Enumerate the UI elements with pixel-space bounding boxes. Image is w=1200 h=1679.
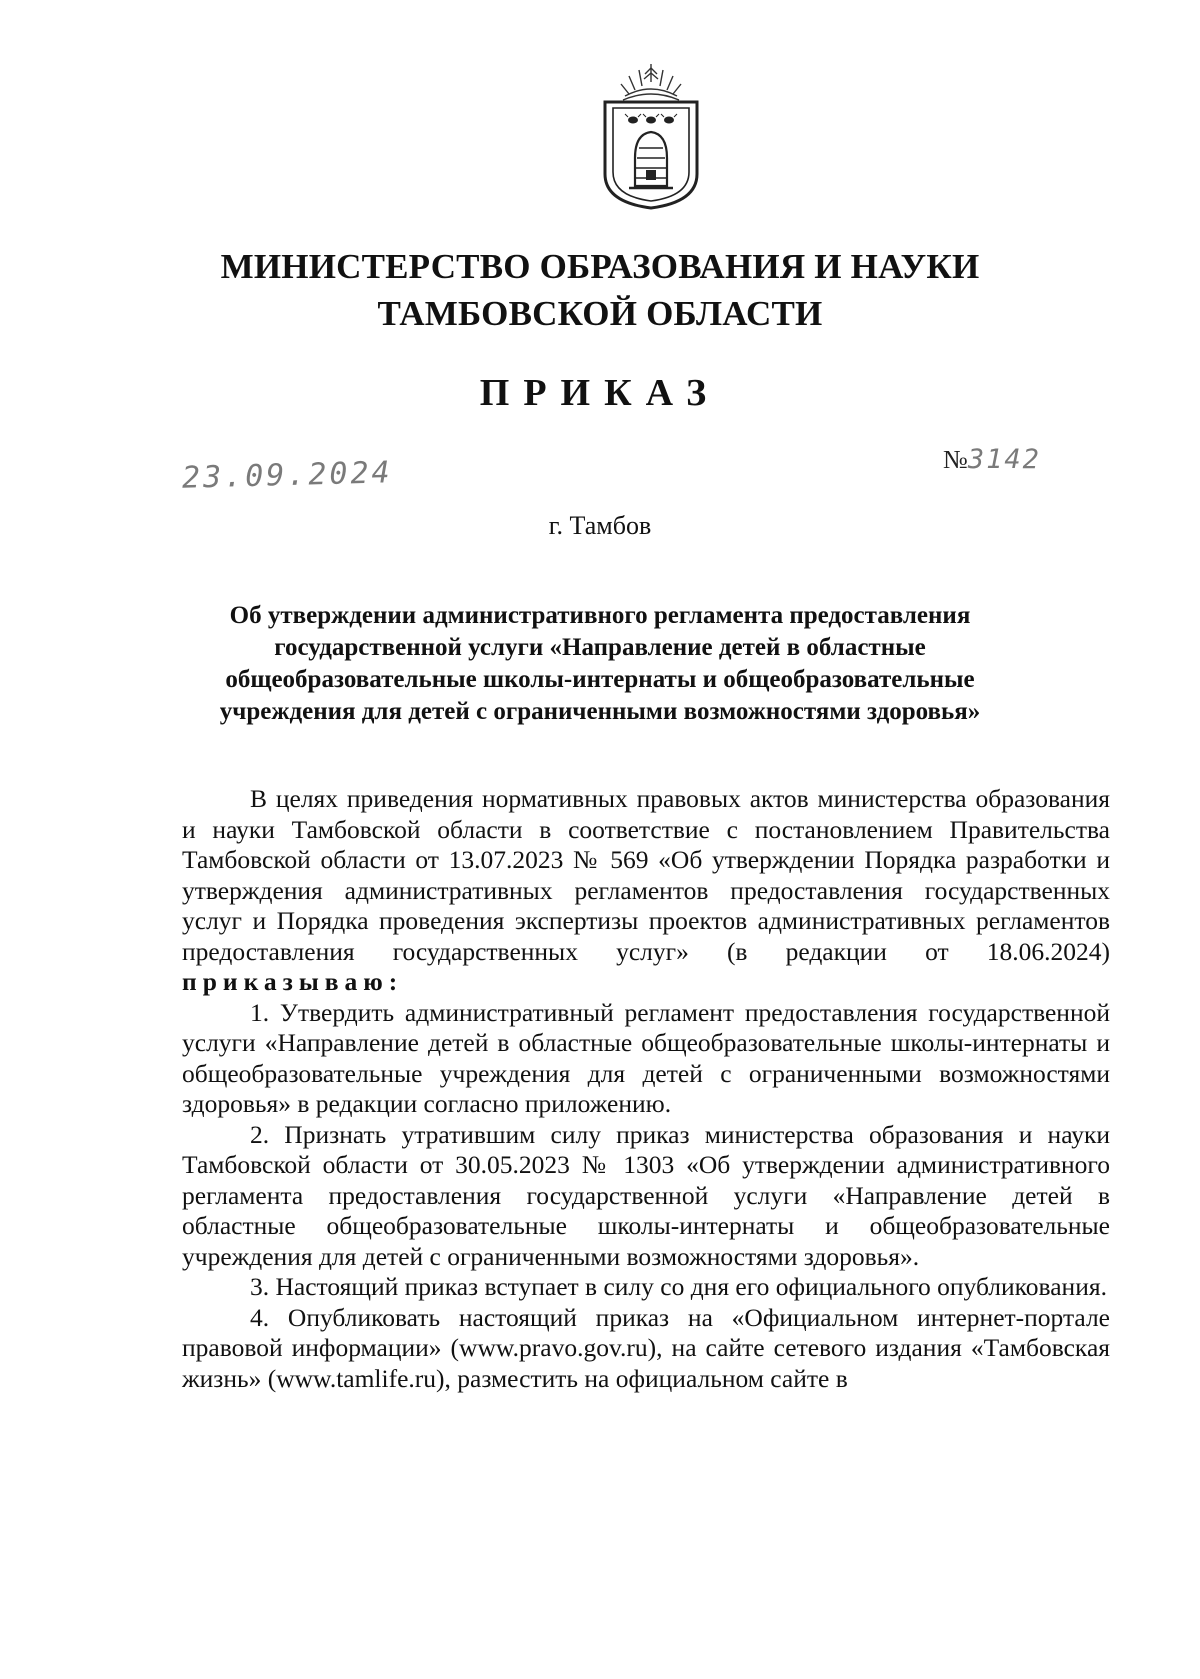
ministry-name xyxy=(0,243,1200,337)
order-item-2: 2. Признать утратившим силу приказ министерства образования и науки Тамбовской области от 30.05.2023 № 1303 «Об утверждении административного регламента предоставления государственной услуги «Направление детей в областные общеобразовательные школы-интернаты и общеобразовательные учреждения для детей с ограниченными возможностями здоровья». xyxy=(182,1119,1110,1271)
ministry-name-line2: ТАМБОВСКОЙ ОБЛАСТИ xyxy=(377,294,823,333)
ministry-name-line1: МИНИСТЕРСТВО ОБРАЗОВАНИЯ И НАУКИ xyxy=(220,247,980,286)
order-item-1: 1. Утвердить административный регламент предоставления государственной услуги «Направление детей в областные общеобразовательные школы-интернаты и общеобразовательные учреждения для детей с ограниченными возможностями здоровья» в редакции согласно приложению. xyxy=(182,997,1110,1118)
order-date: 23.09.2024 xyxy=(181,455,394,496)
city: г. Тамбов xyxy=(548,511,652,540)
subject-line-3: общеобразовательные школы-интернаты и общеобразовательные xyxy=(225,666,975,693)
order-number xyxy=(943,444,1041,475)
order-subject xyxy=(180,600,1020,728)
subject-line-2: государственной услуги «Направление детей в областные xyxy=(274,634,926,661)
command-word: приказываю: xyxy=(182,967,404,996)
number-sign: № xyxy=(943,445,968,474)
preamble-paragraph xyxy=(182,784,1110,998)
order-body xyxy=(182,784,1110,1394)
document-type-title: ПРИКАЗ xyxy=(479,372,721,414)
order-item-4: 4. Опубликовать настоящий приказ на «Официальном интернет-портале правовой информации» (www.pravo.gov.ru), на сайте сетевого издания «Тамбовская жизнь» (www.tamlife.ru), разместить на официальном сайте в xyxy=(182,1302,1110,1393)
coat-of-arms-emblem xyxy=(595,62,707,210)
subject-line-1: Об утверждении административного регламента предоставления xyxy=(229,602,971,629)
order-item-3: 3. Настоящий приказ вступает в силу со дня его официального опубликования. xyxy=(250,1272,1107,1301)
preamble-text: В целях приведения нормативных правовых актов министерства образования и науки Тамбовской области в соответствие с постановлением Правительства Тамбовской области от 13.07.2023 № 569 «Об утверждении Порядка разработки и утверждения административных регламентов предоставления государственных услуг и Порядка проведения экспертизы проектов административных регламентов предоставления государственных услуг» (в редакции от 18.06.2024) xyxy=(182,784,1110,966)
order-number-value: 3142 xyxy=(967,444,1041,475)
subject-line-4: учреждения для детей с ограниченными возможностями здоровья» xyxy=(219,698,981,725)
